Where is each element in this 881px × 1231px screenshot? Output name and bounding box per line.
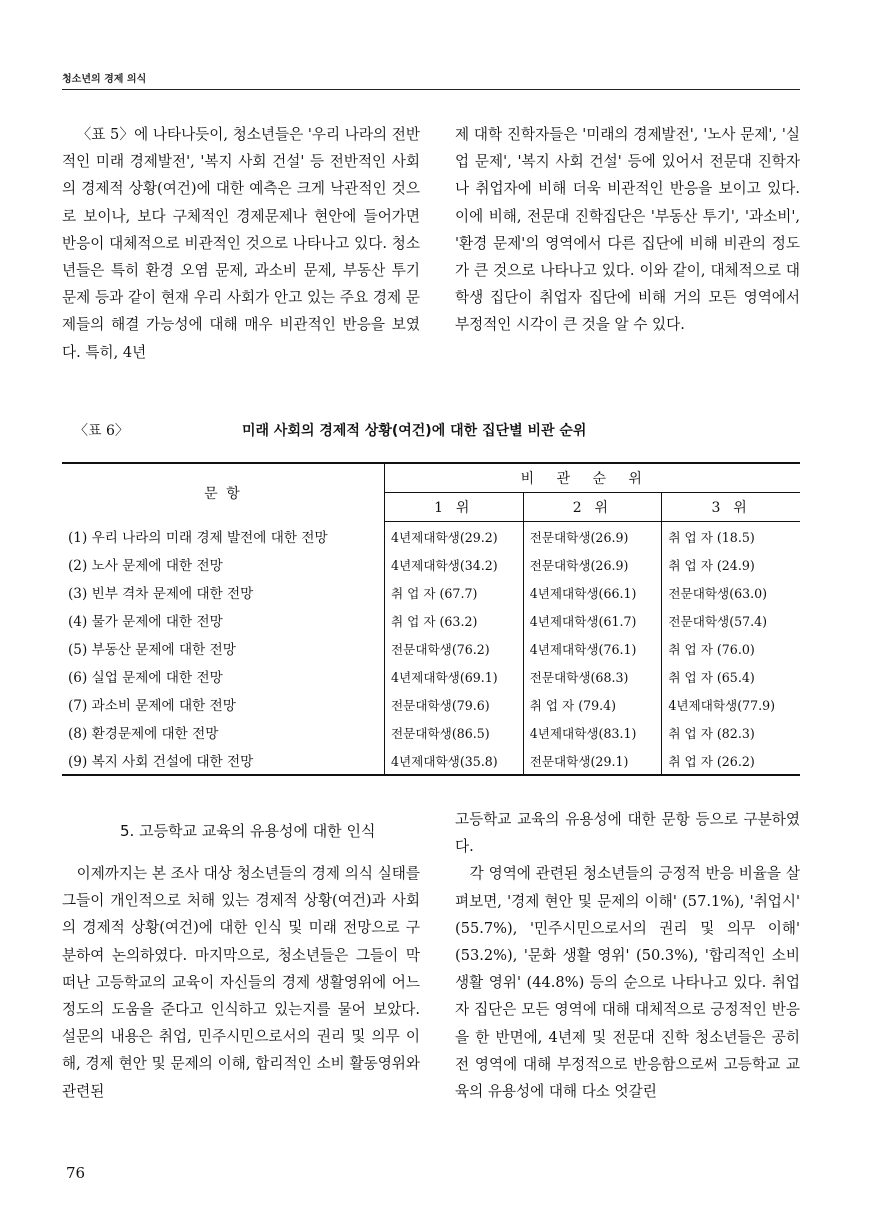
table-row [62, 662, 800, 690]
paragraph: 각 영역에 관련된 청소년들의 긍정적 반응 비율을 살펴보면, '경제 현안 및 문제의 이해' (57.1%), '취업시' (55.7%), '민주시민으로서의 권리 및 의무 이해' (53.2%), '문화 생활 영위' (50.3%), '합리적인 소비 생활 영위' (44.8%) 등의 순으로 나타나고 있다. 취업자 집단은 모든 영역에 대해 대체적으로 긍정적인 반응을 한 반면에, 4년제 및 전문대 진학 청소년들은 공히 전 영역에 대해 부정적으로 반응함으로써 고등학교 교육의 유용성에 대해 다소 엇갈린 [455, 865, 800, 1101]
rank-2-cell: 전문대학생(68.3) [523, 662, 662, 690]
header-item: 문 항 [62, 463, 385, 522]
section-heading: 5. 고등학교 교육의 유용성에 대한 인식 [120, 822, 376, 840]
paragraph: 고등학교 교육의 유용성에 대한 문항 등으로 구분하였다. [455, 811, 800, 856]
rank-2-cell: 4년제대학생(83.1) [523, 718, 662, 746]
table-row [62, 578, 800, 606]
rank-2-cell: 전문대학생(26.9) [523, 550, 662, 578]
rank-2-cell: 전문대학생(26.9) [523, 522, 662, 551]
rank-3-cell: 취 업 자 (24.9) [668, 557, 755, 573]
rank-3-cell: 취 업 자 (18.5) [668, 529, 755, 545]
paragraph: 제 대학 진학자들은 '미래의 경제발전', '노사 문제', '실업 문제', '복지 사회 건설' 등에 있어서 전문대 진학자나 취업자에 비해 더욱 비관적인 반응을 보이고 있다. 이에 비해, 전문대 진학집단은 '부동산 투기', '과소비', '환경 문제'의 영역에서 다른 집단에 비해 비관의 정도가 큰 것으로 나타나고 있다. 이와 같이, 대체적으로 대학생 집단이 취업자 집단에 비해 거의 모든 영역에서 부정적인 시각이 큰 것을 알 수 있다. [455, 126, 800, 334]
body-column-left-bottom [62, 860, 420, 1105]
rank-1-cell: 4년제대학생(35.8) [385, 746, 524, 775]
row-item: (4) 물가 문제에 대한 전망 [62, 606, 385, 634]
table-row [62, 606, 800, 634]
header-group: 비관순위 [385, 463, 801, 493]
rank-2-cell: 전문대학생(29.1) [523, 746, 662, 775]
row-item: (8) 환경문제에 대한 전망 [62, 718, 385, 746]
table-header-row [62, 463, 800, 493]
body-column-left-top [62, 121, 420, 366]
header-rule [62, 89, 800, 90]
rank-3-cell: 취 업 자 (76.0) [668, 641, 755, 657]
row-item: (1) 우리 나라의 미래 경제 발전에 대한 전망 [62, 522, 385, 551]
row-item: (7) 과소비 문제에 대한 전망 [62, 690, 385, 718]
body-column-right-top [455, 121, 800, 339]
rank-3-cell: 전문대학생(57.4) [668, 613, 768, 629]
rank-1-cell: 전문대학생(76.2) [385, 634, 524, 662]
table-row [62, 746, 800, 775]
table-title: 미래 사회의 경제적 상황(여건)에 대한 집단별 비관 순위 [242, 423, 587, 439]
rank-2-cell: 4년제대학생(66.1) [523, 578, 662, 606]
table-row [62, 690, 800, 718]
rank-1-cell: 4년제대학생(69.1) [385, 662, 524, 690]
rank-2-cell: 4년제대학생(76.1) [523, 634, 662, 662]
row-item: (2) 노사 문제에 대한 전망 [62, 550, 385, 578]
row-item: (5) 부동산 문제에 대한 전망 [62, 634, 385, 662]
table-row [62, 550, 800, 578]
rank-3-cell: 전문대학생(63.0) [668, 585, 768, 601]
table-row [62, 634, 800, 662]
table-caption [62, 418, 800, 442]
rank-2-cell: 취 업 자 (79.4) [523, 690, 662, 718]
row-item: (6) 실업 문제에 대한 전망 [62, 662, 385, 690]
body-column-right-bottom [455, 806, 800, 1105]
running-head: 청소년의 경제 의식 [62, 74, 147, 85]
rank-1-cell: 전문대학생(86.5) [385, 718, 524, 746]
rank-1-cell: 취 업 자 (63.2) [385, 606, 524, 634]
paragraph: 이제까지는 본 조사 대상 청소년들의 경제 의식 실태를 그들이 개인적으로 처해 있는 경제적 상황(여건)과 사회의 경제적 상황(여건)에 대한 인식 및 미래 전망으로 구분하여 논의하였다. 마지막으로, 청소년들은 그들이 막 떠난 고등학교의 교육이 자신들의 경제 생활영위에 어느 정도의 도움을 준다고 인식하고 있는지를 물어 보았다. 설문의 내용은 취업, 민주시민으로서의 권리 및 의무 이해, 경제 현안 및 문제의 이해, 합리적인 소비 활동영위와 관련된 [62, 865, 420, 1100]
header-rank-3: 3 위 [662, 493, 800, 522]
rank-1-cell: 취 업 자 (67.7) [385, 578, 524, 606]
rank-1-cell: 4년제대학생(34.2) [385, 550, 524, 578]
header-rank-2: 2 위 [523, 493, 662, 522]
rank-3-cell: 취 업 자 (65.4) [668, 669, 755, 685]
row-item: (3) 빈부 격차 문제에 대한 전망 [62, 578, 385, 606]
rank-1-cell: 4년제대학생(29.2) [385, 522, 524, 551]
header-rank-1: 1 위 [385, 493, 524, 522]
rank-3-cell: 취 업 자 (26.2) [662, 746, 800, 775]
table-row [62, 522, 800, 551]
rank-3-cell: 취 업 자 (82.3) [668, 725, 755, 741]
row-item: (9) 복지 사회 건설에 대한 전망 [62, 746, 385, 775]
table-label: 〈표 6〉 [74, 423, 129, 439]
rank-1-cell: 전문대학생(79.6) [385, 690, 524, 718]
table-row [62, 718, 800, 746]
rank-2-cell: 4년제대학생(61.7) [523, 606, 662, 634]
rank-table [62, 462, 800, 776]
paragraph: 〈표 5〉에 나타나듯이, 청소년들은 '우리 나라의 전반적인 미래 경제발전', '복지 사회 건설' 등 전반적인 사회의 경제적 상황(여건)에 대한 예측은 크게 낙관적인 것으로 보이나, 보다 구체적인 경제문제나 현안에 들어가면 반응이 대체적으로 비관적인 것으로 나타나고 있다. 청소년들은 특히 환경 오염 문제, 과소비 문제, 부동산 투기 문제 등과 같이 현재 우리 사회가 안고 있는 주요 경제 문제들의 해결 가능성에 대해 매우 비관적인 반응을 보였다. 특히, 4년 [62, 126, 420, 361]
page-number: 76 [66, 1164, 86, 1182]
rank-3-cell: 4년제대학생(77.9) [668, 697, 776, 713]
